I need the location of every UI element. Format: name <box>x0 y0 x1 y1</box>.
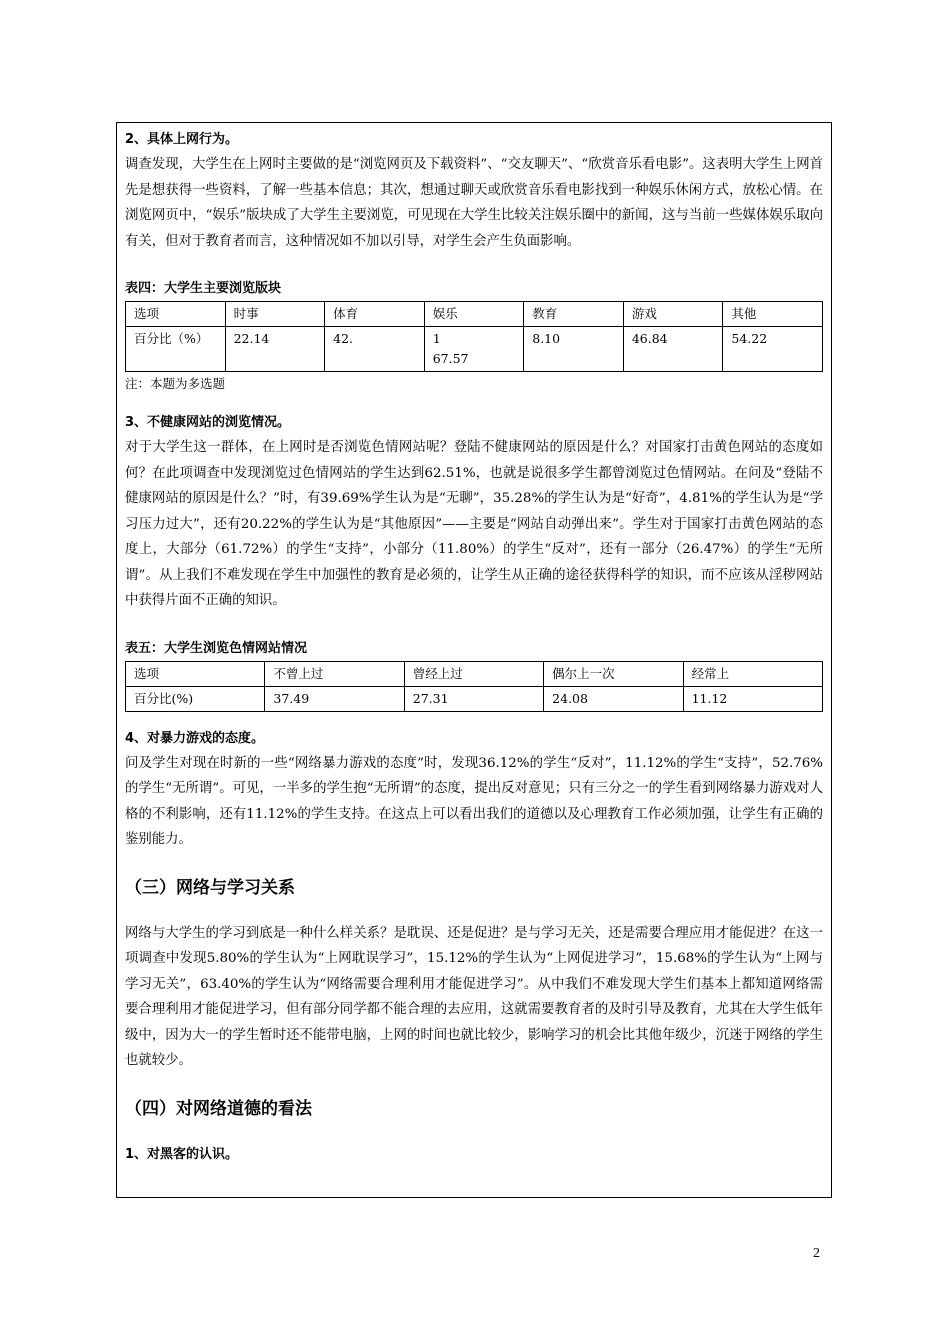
table-cell: 选项 <box>126 661 265 686</box>
table-cell: 经常上 <box>683 661 822 686</box>
paragraph-internet-behavior: 调查发现，大学生在上网时主要做的是“浏览网页及下载资料”、“交友聊天”、“欣赏音乐看电影”。这表明大学生上网首先是想获得一些资料，了解一些基本信息；其次，想通过聊天或欣赏音乐看电影找到一种娱乐休闲方式，放松心情。在浏览网页中，“娱乐”版块成了大学生主要浏览，可见现在大学生比较关注娱乐圈中的新闻，这与当前一些媒体娱乐取向有关，但对于教育者而言，这种情况如不加以引导，对学生会产生负面影响。 <box>125 157 823 249</box>
table-row <box>126 661 823 686</box>
table-cell: 不曾上过 <box>265 661 404 686</box>
table-row <box>126 302 823 327</box>
table-cell: 37.49 <box>265 686 404 711</box>
table-cell: 偶尔上一次 <box>544 661 683 686</box>
table-cell: 百分比(%) <box>126 686 265 711</box>
table-cell-line: 67.57 <box>432 351 469 366</box>
table-cell: 其他 <box>723 302 823 327</box>
table-row <box>126 686 823 711</box>
table-cell: 教育 <box>524 302 624 327</box>
table-cell: 选项 <box>126 302 226 327</box>
table4 <box>125 301 823 372</box>
table-cell <box>424 327 524 372</box>
table-cell: 百分比（%） <box>126 327 226 372</box>
content-frame <box>116 122 832 1198</box>
table-cell: 8.10 <box>524 327 624 372</box>
table-cell: 27.31 <box>404 686 543 711</box>
section-title-network-study: （三）网络与学习关系 <box>125 877 295 898</box>
table-cell: 11.12 <box>683 686 822 711</box>
table-cell: 46.84 <box>623 327 723 372</box>
table5-caption: 表五：大学生浏览色情网站情况 <box>125 640 308 656</box>
table-cell: 时事 <box>225 302 325 327</box>
paragraph-network-study: 网络与大学生的学习到底是一种什么样关系？是耽误、还是促进？是与学习无关，还是需要合理应用才能促进？在这一项调查中发现5.80%的学生认为“上网耽误学习”，15.12%的学生认为“上网促进学习”，15.68%的学生认为“上网与学习无关”，63.40%的学生认为“网络需要合理利用才能促进学习”。从中我们不难发现大学生们基本上都知道网络需要合理利用才能促进学习，但有部分同学都不能合理的去应用，这就需要教育者的及时引导及教育，尤其在大学生低年级中，因为大一的学生暂时还不能带电脑，上网的时间也就比较少，影响学习的机会比其他年级少，沉迷于网络的学生也就较少。 <box>125 925 823 1068</box>
table-cell: 曾经上过 <box>404 661 543 686</box>
table-cell: 娱乐 <box>424 302 524 327</box>
paragraph-unhealthy-sites: 对于大学生这一群体，在上网时是否浏览色情网站呢？登陆不健康网站的原因是什么？对国家打击黄色网站的态度如何？在此项调查中发现浏览过色情网站的学生达到62.51%，也就是说很多学生都曾浏览过色情网站。在问及“登陆不健康网站的原因是什么？”时，有39.69%学生认为是“无聊”，35.28%的学生认为是“好奇”，4.81%的学生认为是“学习压力过大”，还有20.22%的学生认为是“其他原因”——主要是“网站自动弹出来”。学生对于国家打击黄色网站的态度上，大部分（61.72%）的学生“支持”，小部分（11.80%）的学生“反对”，还有一部分（26.47%）的学生“无所谓”。从上我们不难发现在学生中加强性的教育是必须的，让学生从正确的途径获得科学的知识，而不应该从淫秽网站中获得片面不正确的知识。 <box>125 440 823 608</box>
heading-unhealthy-sites: 3、不健康网站的浏览情况。 <box>125 415 291 430</box>
table4-note: 注：本题为多选题 <box>125 376 226 391</box>
heading-violent-games: 4、对暴力游戏的态度。 <box>125 730 265 746</box>
table-cell: 54.22 <box>723 327 823 372</box>
table-cell-line: 1 <box>432 331 441 346</box>
table-cell: 22.14 <box>225 327 325 372</box>
heading-hackers: 1、对黑客的认识。 <box>125 1146 239 1162</box>
table-cell: 24.08 <box>544 686 683 711</box>
table-cell: 游戏 <box>623 302 723 327</box>
table-row <box>126 327 823 372</box>
table5 <box>125 661 823 712</box>
table4-caption: 表四：大学生主要浏览版块 <box>125 281 282 296</box>
paragraph-violent-games: 问及学生对现在时新的一些“网络暴力游戏的态度”时，发现36.12%的学生“反对”，11.12%的学生“支持”，52.76%的学生“无所谓”。可见，一半多的学生抱“无所谓”的态度，提出反对意见；只有三分之一的学生看到网络暴力游戏对人格的不利影响，还有11.12%的学生支持。在这点上可以看出我们的道德以及心理教育工作必须加强，让学生有正确的鉴别能力。 <box>125 755 823 847</box>
heading-internet-behavior: 2、具体上网行为。 <box>125 132 239 147</box>
table-cell: 42. <box>325 327 425 372</box>
table-cell: 体育 <box>325 302 425 327</box>
page-number: 2 <box>813 1246 820 1261</box>
section-title-network-ethics: （四）对网络道德的看法 <box>125 1098 312 1119</box>
